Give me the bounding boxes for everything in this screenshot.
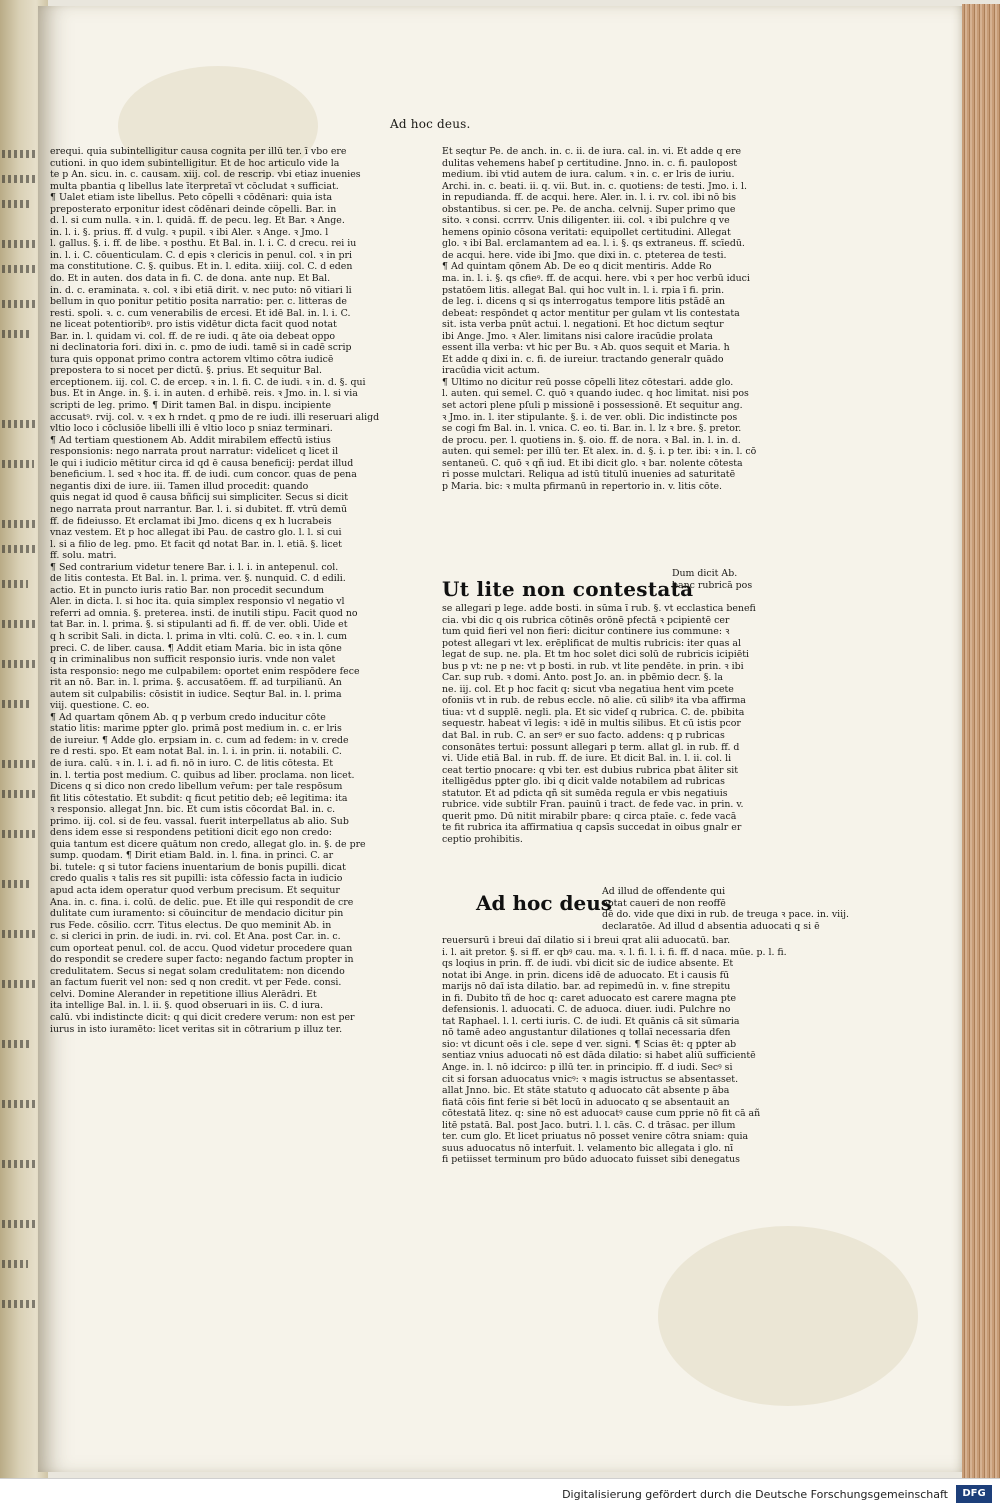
text-line: ꝛ Jmo. in. l. iter stipulante. §. i. de ver. obli. Dic indistincte pos (442, 411, 738, 423)
text-line: querit pmo. Dū nitit mirabilr pbare: q circa ptaīe. c. fede vacā (442, 810, 737, 822)
text-line: cutioni. in quo idem subintelligitur. Et de hoc articulo vide la (50, 157, 340, 169)
text-line: p Maria. bic: ꝛ multa pfirmanū in repertorio in. v. litis cōte. (442, 480, 723, 492)
text-line: in fi. Dubito tñ de hoc q: caret aduocato est carere magna pte (442, 992, 737, 1004)
text-line: credo qualis ꝛ talis res sit pupilli: ista cōfessio facta in iudicio (50, 873, 343, 885)
text-line: glo. ꝛ ibi Bal. erclamantem ad ea. l. i. §. qs extraneus. ff. scīedū. (442, 238, 745, 250)
text-line: Ad illud de offendente qui (602, 886, 726, 897)
text-line: Aler. in dicta. l. si hoc ita. quia simplex responsio vl negatio vl (50, 596, 345, 608)
text-line: banc rubricā pos (672, 579, 753, 591)
text-line: ¶ Sed contrarium videtur tenere Bar. i. l. i. in antepenul. col. (50, 561, 339, 573)
text-line: q h scribit Sali. in dicta. l. prima in vlti. colū. C. eo. ꝛ in. l. cum (50, 630, 348, 642)
text-line: reuersurū i breui daī dilatio si i breui qrat alii aduocatū. bar. (442, 935, 731, 946)
text-line: notat ibi Ange. in prin. dicens idē de aduocato. Et i causis fū (442, 969, 730, 981)
text-line: Bar. in. l. quidam vi. col. ff. de re iudi. q āte oia debeat oppo (50, 330, 336, 342)
text-line: litē pstatā. Bal. post Jaco. butri. l. l. cās. C. d trāsac. per illum (442, 1119, 736, 1131)
text-line: sito. ꝛ consi. ccrrrv. Unis diligenter. iii. col. ꝛ ibi pulchre q ve (442, 215, 730, 227)
text-line: accusatꝰ. rvij. col. v. ꝛ ex h rndet. q pmo de re iudi. illi reseruari aligd (50, 411, 380, 423)
right-text-column-lower (442, 935, 796, 1166)
text-line: ¶ Ad quintam qōnem Ab. De eo q dicit mentiris. Adde Ro (442, 261, 712, 273)
text-line: potest allegari vt lex. erēplificat de multis rubricis: iter quas al (442, 637, 741, 649)
text-line: scripti de leg. primo. ¶ Dirit tamen Bal. in dispu. incipiente (50, 400, 332, 412)
text-line: ¶ Ad tertiam questionem Ab. Addit mirabilem effectū istius (50, 434, 331, 446)
text-line: declaratōe. Ad illud d absentia aduocati q si ē (602, 920, 820, 932)
text-line: resti. spoli. ꝛ. c. cum venerabilis de ercesi. Et idē Bal. in. l. i. C. (50, 307, 351, 319)
text-line: dulitas vehemens habeſ p certitudine. Jnno. in. c. fi. paulopost (442, 157, 738, 169)
text-line: ff. de fideiusso. Et erclamat ibi Jmo. dicens q ex h lucrabeis (50, 515, 332, 527)
text-line: preposterato erponitur idest cōdēnari deinde cōpelli. Bar. in (50, 203, 337, 215)
text-line: ceptio prohibitis. (442, 833, 523, 845)
text-line: cit si forsan aduocatus vnicꝰ: ꝛ magis istructus se absentasset. (442, 1073, 739, 1085)
text-line: in. l. i. §. prius. ff. d vulg. ꝛ pupil. ꝛ ibi Aler. ꝛ Ange. ꝛ Jmo. l (50, 226, 329, 238)
text-line: referri ad omnia. §. preterea. insti. de inutili stipu. Facit quod no (50, 607, 358, 619)
text-line: allat Jnno. bic. Et stāte statuto q aduocato cāt absente p āba (442, 1085, 730, 1097)
text-line: fi petiisset terminum pro būdo aduocato fuisset sibi denegatus (442, 1154, 740, 1166)
heading-side-text-2 (602, 886, 850, 932)
text-line: q in criminalibus non sufficit responsio iuris. vnde non valet (50, 654, 336, 666)
text-line: qs loqius in prin. ff. de iudi. vbi dicit sic de iudice absente. Et (442, 958, 734, 970)
text-line: autem sit culpabilis: cōsistit in iudice. Seqtur Bal. in. l. prima (50, 688, 342, 700)
text-line: iracūdia vicit actum. (442, 365, 540, 377)
text-line: ma constitutione. C. §. quibus. Et in. l. edita. xiiij. col. C. d eden (50, 261, 353, 273)
running-header: Ad hoc deus. (390, 117, 471, 131)
text-line: primo. iij. col. si de feu. vassal. fuerit interpellatus ab alio. Sub (50, 815, 349, 827)
text-line: debeat: respōndet q actor mentitur per gulam vt lis contestata (442, 307, 740, 319)
text-line: rus Fede. cōsilio. ccrr. Titus electus. De quo meminit Ab. in (50, 919, 332, 931)
section-heading-ad-hoc-deus: Ad hoc deus (476, 891, 612, 915)
text-line: vltio loco i cōclusiōe libelli illi ē vltio loco p sniaz terminari. (50, 423, 333, 435)
text-line: dat Bal. in rub. C. an serꝰ er suo facto. addens: q p rubricas (442, 730, 725, 742)
text-line: Car. sup rub. ꝛ domi. Anto. post Jo. an. in pbēmio decr. §. la (442, 672, 723, 684)
text-line: ne liceat potentioribꝰ. pro istis vidētur dicta facit quod notat (50, 319, 337, 331)
text-line: re d resti. spo. Et eam notat Bal. in. l. i. in prin. ii. notabili. C. (50, 746, 342, 758)
text-line: suus aduocatus nō interfuit. l. velamento bic allegata i glo. nī (442, 1142, 734, 1154)
text-line: ter. cum glo. Et licet priuatus nō posset venire cōtra sniam: quia (442, 1131, 749, 1143)
text-line: fiatā cōis fint ferie si bēt locū in aduocato q se absentauit an (442, 1096, 730, 1108)
text-line: vi. Uide etiā Bal. in rub. ff. de iure. Et dicit Bal. in. l. ii. col. li (442, 753, 732, 765)
text-line: tat Bar. in. l. prima. §. si stipulanti ad fi. ff. de ver. obli. Uide et (50, 619, 348, 631)
text-line: do. Et in auten. dos data in fi. C. de dona. ante nup. Et Bal. (50, 273, 331, 285)
text-line: in. d. c. eraminata. ꝛ. col. ꝛ ibi etiā dirit. v. nec puto: nō vitiari li (50, 284, 352, 296)
dfg-logo: DFG (956, 1485, 992, 1503)
text-line: ¶ Ultimo no dicitur reū posse cōpelli litez cōtestari. adde glo. (442, 376, 734, 388)
text-line: celvi. Domine Alerander in repetitione illius Alerādri. Et (50, 988, 317, 1000)
text-line: l. auten. qui semel. C. quō ꝛ quando iudec. q hoc limitat. nisi pos (442, 388, 749, 400)
text-line: calū. vbi indistincte dicit: q qui dicit credere verum: non est per (50, 1012, 355, 1024)
text-line: negantis dixi de iure. iii. Tamen illud procedit: quando (50, 480, 309, 492)
text-line: hemens opinio cōsona veritati: equipollet certitudini. Allegat (442, 226, 731, 238)
text-line: bus. Et in Ange. in. §. i. in auten. d erhibē. reis. ꝛ Jmo. in. l. si via (50, 388, 358, 400)
text-line: rubrice. vide subtilr Fran. pauinū i tract. de fede vac. in prin. v. (442, 799, 744, 811)
text-line: i. l. ait pretor. §. si ff. er qbꝰ cau. ma. ꝛ. l. fi. l. i. fi. ff. d naca. mūe. p. l. fi. (442, 946, 787, 958)
text-line: ni declinatoria fori. dixi in. c. pmo de iudi. tamē si in cadē scrip (50, 342, 352, 354)
text-line: ¶ Ualet etiam iste libellus. Peto cōpelli ꝛ cōdēnari: quia ista (50, 192, 333, 204)
text-line: Dum dicit Ab. (672, 568, 738, 579)
text-line: ꝛ responsio. allegat Jnn. bic. Et cum istis cōcordat Bal. in. c. (50, 804, 336, 816)
text-line: se cogi fm Bal. in. l. vnica. C. eo. ti. Bar. in. l. lz ꝛ bre. §. pretor. (442, 423, 742, 435)
text-line: de litis contesta. Et Bal. in. l. prima. ver. §. nunquid. C. d edili. (50, 573, 346, 585)
text-line: Ana. in. c. fina. i. colū. de delic. pue. Et ille qui respondit de cre (50, 896, 354, 908)
text-line: preci. C. de liber. causa. ¶ Addit etiam Maria. bic in ista qōne (50, 642, 342, 654)
text-line: sit. ista verba pnūt actui. l. negationi. Et hoc dictum seqtur (442, 319, 724, 331)
text-line: in. l. i. C. cōuenticulam. C. d epis ꝛ clericis in penul. col. ꝛ in pri (50, 249, 352, 261)
text-line: nō tamē adeo angustantur dilationes q tollaī necessaria dfen (442, 1027, 731, 1039)
text-line: le qui i iudicio mētitur circa id qd ē causa beneficij: perdat illud (50, 457, 354, 469)
text-line: se allegari p lege. adde bosti. in sūma ī rub. §. vt ecclastica benefi (442, 603, 756, 614)
text-line: sump. quodam. ¶ Dirit etiam Bald. in. l. fina. in princi. C. ar (50, 850, 334, 862)
text-line: pstatōem litis. allegat Bal. qui hoc vult in. l. i. rpia ī fi. prin. (442, 284, 725, 296)
text-line: in. l. tertia post medium. C. quibus ad liber. proclama. non licet. (50, 769, 355, 781)
text-line: actio. Et in puncto iuris ratio Bar. non procedit secundum (50, 584, 325, 596)
text-line: tum quid fieri vel non fieri: dicitur continere ius commune: ꝛ (442, 626, 730, 638)
right-text-column-middle (442, 603, 796, 845)
text-line: nego narrata prout narrantur. Bar. l. i. si dubitet. ff. vtrū demū (50, 503, 348, 515)
text-line: apud acta idem operatur quod verbum precisum. Et sequitur (50, 885, 340, 896)
heading-side-text (672, 568, 796, 591)
text-line: responsionis: nego narrata prout narratur: videlicet q licet il (50, 446, 339, 458)
text-line: de iureiur. ¶ Adde glo. erpsiam in. c. cum ad fedem: in v. crede (50, 734, 349, 746)
text-line: sequestr. habeat vī legis: ꝛ idē in multis silibus. Et cū istis pcor (442, 718, 741, 730)
text-line: Ange. in. l. nō idcirco: p illū ter. in principio. ff. d iudi. Secꝰ si (442, 1062, 733, 1074)
text-line: ista responsio: nego me culpabilem: oportet enim respōdere fece (50, 665, 360, 677)
text-line: prepostera to si nocet per dictū. §. prius. Et sequitur Bal. (50, 365, 322, 377)
text-line: erceptionem. iij. col. C. de ercep. ꝛ in. l. fi. C. de iudi. ꝛ in. d. §. qui (50, 376, 366, 388)
text-line: bi. tutele: q si tutor faciens inuentarium de bonis pupilli. dicat (50, 861, 346, 873)
text-line: l. si a filio de leg. pmo. Et facit qd notat Bar. in. l. etiā. §. licet (50, 538, 342, 550)
text-line: beneficium. l. sed ꝛ hoc ita. ff. de iudi. cum concor. quas de pena (50, 469, 357, 481)
text-line: rit an nō. Bar. in. l. prima. §. accusatōem. ff. ad turpilianū. An (50, 677, 342, 689)
text-line: medium. ibi vtid autem de iura. calum. ꝛ in. c. er lris de iuriu. (442, 169, 735, 181)
right-text-column-upper (442, 146, 796, 492)
text-line: vnaz vestem. Et p hoc allegat ibi Pau. de castro glo. l. l. si cui (50, 527, 342, 539)
text-line: ofoniis vt in rub. de rebus eccle. nō alie. cū silibꝰ ita vba affirma (442, 695, 746, 707)
text-line: ff. solu. matri. (50, 550, 117, 562)
text-line: ri posse mulctari. Reliqua ad istū titulū inuenies ad saturitatē (442, 469, 736, 481)
text-line: cum oporteat penul. col. de accu. Quod videtur procedere quan (50, 942, 353, 954)
text-line: multa pbantia q libellus late īterpretaī vt cōcludat ꝛ sufficiat. (50, 180, 339, 192)
text-line: fit litis cōtestatio. Et subdit: q ficut petitio deb; eē legitima: ita (50, 792, 348, 804)
text-line: set actori plene pſuli p missionē i possessionē. Et sequitur ang. (442, 400, 743, 412)
text-line: tat Raphael. l. l. certi iuris. C. de iudi. Et quānis cā sit sūmaria (442, 1015, 740, 1027)
text-line: Archi. in. c. beati. ii. q. vii. But. in. c. quotiens: de testi. Jmo. i. l. (442, 180, 747, 192)
text-line: quis negat id quod ē causa bñficij sui simpliciter. Secus si dicit (50, 492, 348, 504)
text-line: iurus in isto iuramēto: licet veritas sit in cōtrarium p illuz ter. (50, 1023, 343, 1035)
funding-credit: Digitalisierung gefördert durch die Deutsche Forschungsgemeinschaft (562, 1488, 948, 1501)
text-line: de procu. per. l. quotiens in. §. oio. ff. de nora. ꝛ Bal. in. l. in. d. (442, 434, 741, 446)
text-line: dens idem esse si respondens petitioni dicit ego non credo: (50, 827, 332, 839)
text-line: ¶ Ad quartam qōnem Ab. q p verbum credo inducitur cōte (50, 711, 326, 723)
text-line: dē do. vide que dixi in rub. de treuga ꝛ pace. in. viij. (602, 909, 850, 921)
text-line: sentiaz vnius aduocati nō est dāda dilatio: si habet aliū sufficientē (442, 1050, 756, 1062)
text-line: consonātes tertui: possunt allegari p term. allat gl. in rub. ff. d (442, 741, 740, 753)
text-line: te fit rubrica ita affirmatiua q capsīs succedat in oibus gnalr er (442, 822, 742, 834)
text-line: ibi Ange. Jmo. ꝛ Aler. limitans nisi calore iracūdie prolata (442, 330, 713, 342)
text-line: l. gallus. §. i. ff. de libe. ꝛ posthu. Et Bal. in. l. i. C. d crecu. rei iu (50, 238, 357, 250)
text-line: marijs nō daī ista dilatio. bar. ad repimedū in. v. fine strepitu (442, 981, 731, 993)
text-line: tiua: vt d supplē. negli. pla. Et sic videſ q rubrica. C. de. pbibita (442, 706, 745, 718)
text-line: statio litis: marime pꝑter glo. primā post medium in. c. er lris (50, 723, 342, 735)
text-line: do respondit se credere super facto: negando factum propter in (50, 954, 354, 966)
text-line: ita intellige Bal. in. l. ii. §. quod obseruari in iis. C. d iura. (50, 1000, 324, 1012)
text-line: c. si clerici in prin. de iudi. in. rvi. col. Et Ana. post Car. in. c. (50, 931, 341, 943)
text-line: cōtestatā litez. q: sine nō est aduocatꝰ cause cum pprie nō fit cā añ (442, 1108, 761, 1120)
text-line: itelligēdus pꝑter glo. ibi q dicit valde notabilem ad rubricas (442, 776, 725, 788)
left-text-column (50, 146, 398, 1035)
text-line: credulitatem. Secus si negat solam credulitatem: non dicendo (50, 965, 345, 977)
text-line: Dicens q si dico non credo libellum ver̄um: per tale respōsum (50, 781, 343, 793)
section-heading-ut-lite: Ut lite non contestata (442, 577, 694, 601)
text-line: ma. in. l. i. §. qs cfieꝰ. ff. de acqui. here. vbi ꝛ per hoc verbū iduci (442, 273, 750, 285)
text-line: obstantibus. si cer. pe. Pe. de ancha. celvnij. Super primo que (442, 203, 736, 215)
text-line: auten. qui semel: per illū ter. Et alex. in. d. §. i. p ter. ibi: ꝛ in. l. cō (442, 446, 757, 458)
text-line: dulitate cum iuramento: si cōuincitur de mendacio dicitur pin (50, 908, 344, 920)
text-line: legat de sup. ne. pla. Et tm hoc solet dici solū de rubricis icipiēti (442, 649, 750, 661)
text-line: ceat tertio pnocare: q vbi ter. est dubius rubrica pbat āliter sit (442, 764, 739, 776)
text-line: in repudianda. ff. de acqui. here. Aler. in. l. i. rv. col. ibi nō bis (442, 192, 737, 204)
paper-stain (658, 1226, 918, 1406)
text-line: an factum fuerit vel non: sed q non credit. vt per Fede. consi. (50, 977, 342, 989)
text-line: sentaneū. C. quō ꝛ qñ iud. Et ibi dicit glo. ꝛ bar. nolente cōtesta (442, 457, 743, 469)
text-line: de leg. i. dicens q si qs interrogatus tempore litis pstādē an (442, 296, 726, 308)
text-line: defensionis. l. aduocati. C. de aduoca. diuer. iudi. Pulchre no (442, 1004, 731, 1016)
text-line: statutor. Et ad pdicta qñ sit sumēda regula er vbis negatiuis (442, 787, 728, 799)
footer-bar (0, 1478, 1000, 1510)
text-line: viij. questione. C. eo. (50, 700, 150, 712)
text-line: te p An. sicu. in. c. causam. xiij. col. de rescrip. vbi etiaz inuenies (50, 169, 361, 181)
text-line: Et adde q dixi in. c. fi. de iureiur. tractando generalr quādo (442, 353, 724, 365)
text-line: optat caueri de non reoffē (602, 897, 726, 909)
text-line: Et seqtur Pe. de anch. in. c. ii. de iura. cal. in. vi. Et adde q ere (442, 146, 742, 157)
text-line: d. l. si cum nulla. ꝛ in. l. quidā. ff. de pecu. leg. Et Bar. ꝛ Ange. (50, 215, 345, 227)
text-line: bus p vt: ne p ne: vt p bosti. in rub. vt lite pendēte. in prin. ꝛ ibi (442, 660, 744, 672)
text-line: cia. vbi dic q ois rubrica cōtinēs orōnē pfectā ꝛ pcipientē cer (442, 614, 730, 626)
text-line: essent illa verba: vt hic per Bu. ꝛ Ab. quos sequit et Maria. h (442, 342, 730, 354)
page-stack-edge (962, 4, 1000, 1478)
text-line: quia tantum est dicere quātum non credo, allegat glo. in. §. de pre (50, 838, 366, 850)
text-line: ne. iij. col. Et p hoc facit q: sicut vba negatiua hent vim pcete (442, 683, 734, 695)
text-line: de acqui. here. vide ibi Jmo. que dixi in. c. pteterea de testi. (442, 249, 727, 261)
text-line: de iura. calū. ꝛ in. l. i. ad fi. nō in iuro. C. de litis cōtesta. Et (50, 757, 334, 769)
text-line: sio: vt dicunt oēs i cle. sepe d ver. signi. ¶ Scias ēt: q pꝑter ab (442, 1038, 737, 1050)
text-line: tura quis opponat primo contra actorem vltimo cōtra iudicē (50, 353, 334, 365)
text-line: erequi. quia subintelligitur causa cognita per illū ter. ī vbo ere (50, 146, 347, 157)
text-line: bellum in quo ponitur petitio posita narratio: per. c. litteras de (50, 296, 347, 308)
